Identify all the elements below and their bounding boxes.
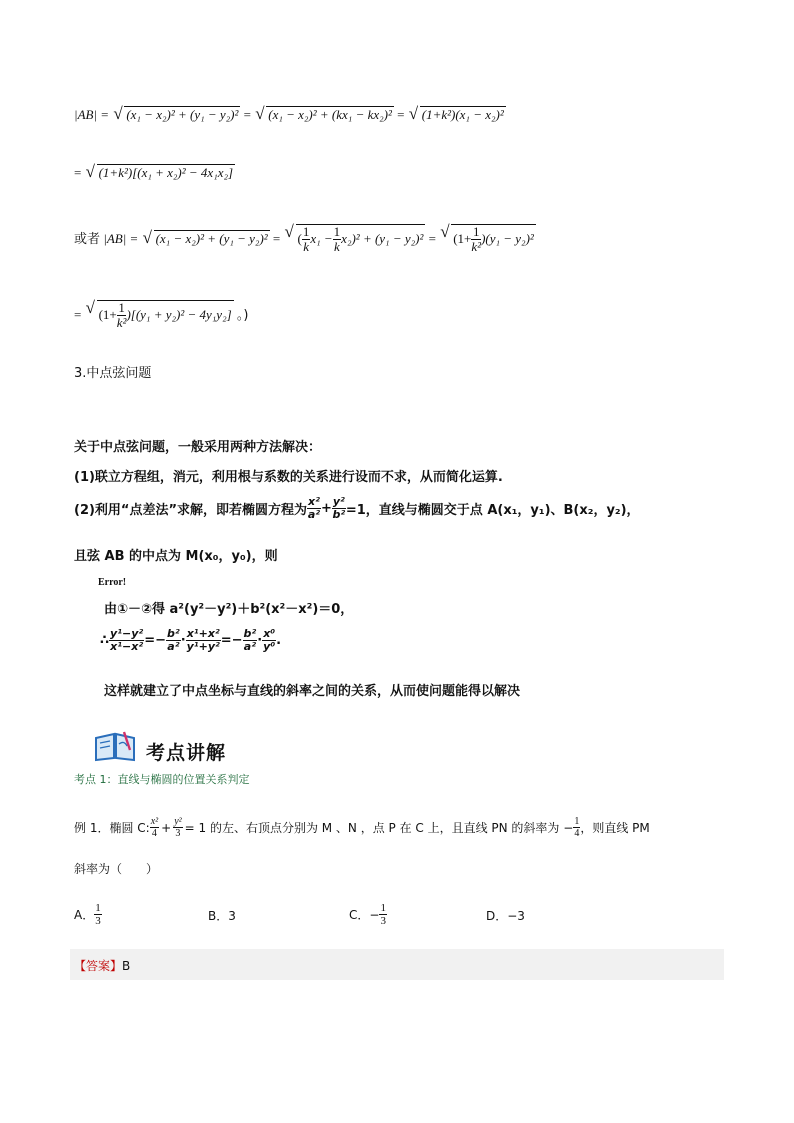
numerator: x² xyxy=(308,495,320,508)
expr: (x₁ − x₂)² + (y₁ − y₂)² xyxy=(126,107,239,122)
expr: x₂)² + (y₁ − y₂)² xyxy=(341,230,424,246)
denominator: 3 xyxy=(380,915,386,928)
example-suffix: ，则直线 PM xyxy=(580,821,650,835)
expr: (x₁ − x₂)² + (kx₁ − kx₂)² xyxy=(268,107,392,122)
option-value: 3 xyxy=(228,909,236,923)
numerator: 1 xyxy=(380,902,386,914)
denominator: k xyxy=(303,239,309,255)
error-text: Error! xyxy=(98,577,127,588)
sqrt-5 xyxy=(154,230,270,247)
answer-bar xyxy=(70,949,724,980)
sqrt-3 xyxy=(420,106,506,123)
denominator: k² xyxy=(116,315,127,331)
numerator: y² xyxy=(332,495,345,508)
sqrt-2 xyxy=(266,106,394,123)
denominator: 4 xyxy=(574,828,580,839)
option-label: D． xyxy=(486,909,508,923)
option-label: B． xyxy=(208,909,229,923)
fraction-x-sum-y-sum xyxy=(186,628,221,653)
denominator: y⁰ xyxy=(263,640,276,654)
equals: = xyxy=(74,306,82,322)
fraction-1-over-k xyxy=(333,225,342,255)
ab-length-formula-1 xyxy=(74,106,506,123)
numerator: b² xyxy=(167,627,180,640)
conclusion: 这样就建立了中点坐标与直线的斜率之间的关系，从而使问题能得以解决 xyxy=(104,684,521,699)
option-fraction xyxy=(94,902,102,927)
plus: + xyxy=(320,501,332,517)
slope-relation xyxy=(100,628,281,653)
numerator: 1 xyxy=(472,224,480,239)
sqrt-8 xyxy=(97,300,234,331)
numerator: 1 xyxy=(95,902,101,914)
fraction-y-diff-x-diff xyxy=(109,628,144,653)
numerator: b² xyxy=(243,627,257,640)
numerator: 1 xyxy=(118,300,125,315)
method-1: (1)联立方程组，消元，利用根与系数的关系进行设而不求，从而简化运算. xyxy=(74,470,503,485)
equals: = xyxy=(272,230,281,246)
denominator: y¹+y² xyxy=(186,640,220,654)
equals-minus: =− xyxy=(220,633,243,649)
dot: · xyxy=(180,633,186,649)
fraction-x2-4 xyxy=(150,816,159,839)
method-2 xyxy=(74,496,640,521)
paren: ( xyxy=(297,230,302,246)
expr: (x₁ − x₂)² + (y₁ − y₂)² xyxy=(155,230,268,246)
answer-line xyxy=(74,957,130,974)
sqrt-7 xyxy=(451,224,536,255)
expr: )[(y₁ + y₂)² − 4y₁y₂] xyxy=(126,306,232,322)
expr: (1+k²)[(x₁ + x₂)² − 4x₁x₂] xyxy=(98,165,234,180)
expr: (1+ xyxy=(98,306,117,322)
equals: = xyxy=(74,165,82,180)
subtract-line: 由①－②得 a²(y²－y²)＋b²(x²－x²)＝0， xyxy=(104,602,354,617)
denominator: a² xyxy=(307,508,321,522)
fraction-b2-a2 xyxy=(166,628,181,653)
numerator: 1 xyxy=(574,816,580,827)
fraction-x2-a2 xyxy=(307,496,321,521)
numerator: 1 xyxy=(333,224,341,239)
expr: (1+ xyxy=(453,230,472,246)
fraction-y2-3 xyxy=(173,816,182,839)
ab-label: |AB| = xyxy=(103,230,142,246)
fraction-b2-a2 xyxy=(243,628,258,653)
numerator: 1 xyxy=(302,224,310,239)
fraction-1-over-k2 xyxy=(117,301,127,331)
numerator: x² xyxy=(150,816,159,827)
denominator: a² xyxy=(167,640,180,654)
option-d[interactable] xyxy=(486,907,525,924)
dot: · xyxy=(257,633,263,649)
fraction-x0-y0 xyxy=(262,628,276,653)
section-3-title: 3.中点弦问题 xyxy=(74,366,152,381)
equals: = xyxy=(243,107,251,122)
denominator: 4 xyxy=(151,828,157,839)
plus: + xyxy=(161,820,172,835)
numerator: x⁰ xyxy=(263,627,276,640)
denominator: 3 xyxy=(95,915,101,928)
therefore-symbol: ∴ xyxy=(100,633,110,649)
topic-1-title: 考点 1：直线与椭圆的位置关系判定 xyxy=(74,773,250,786)
section-header: 考点讲解 xyxy=(146,742,227,764)
denominator: k xyxy=(334,239,340,255)
fraction-1-over-k2 xyxy=(471,225,481,255)
equals-minus: =− xyxy=(144,633,167,649)
denominator: a² xyxy=(243,640,257,654)
midpoint-intro: 关于中点弦问题，一般采用两种方法解决： xyxy=(74,440,322,455)
answer-value: B xyxy=(122,959,131,973)
example-1-line-2: 斜率为（ ） xyxy=(74,862,159,876)
ab-length-formula-4 xyxy=(74,300,248,331)
denominator: k² xyxy=(471,239,482,255)
sqrt-4 xyxy=(97,164,235,181)
ab-label: |AB| = xyxy=(74,107,113,122)
expr: )(y₁ − y₂)² xyxy=(481,230,534,246)
option-c[interactable] xyxy=(349,902,387,927)
denominator: 3 xyxy=(175,828,181,839)
answer-tag: 【答案】 xyxy=(74,959,123,973)
sqrt-6 xyxy=(296,224,426,255)
method-2-prefix: (2)利用“点差法”求解，即若椭圆方程为 xyxy=(74,503,308,519)
period: . xyxy=(276,633,282,649)
sqrt-1 xyxy=(124,106,240,123)
numerator: x¹+x² xyxy=(186,627,220,640)
or-prefix: 或者 xyxy=(74,231,101,247)
denominator: x¹−x² xyxy=(110,640,144,654)
expr: (1+k²)(x₁ − x₂)² xyxy=(421,107,504,122)
example-middle: = 1 的左、右顶点分别为 M 、N ，点 P 在 C 上，且直线 PN 的斜率为 − xyxy=(184,821,574,835)
option-b[interactable] xyxy=(208,907,236,924)
example-1-question xyxy=(74,816,650,839)
example-prefix: 例 1．椭圆 C: xyxy=(74,821,150,835)
option-label: C．− xyxy=(349,908,380,923)
option-value: −3 xyxy=(507,909,525,923)
chord-midpoint-line: 且弦 AB 的中点为 M(x₀，y₀)，则 xyxy=(74,549,278,564)
equals: = xyxy=(428,230,436,246)
numerator: y¹−y² xyxy=(110,627,144,640)
ab-length-formula-3 xyxy=(74,224,536,255)
numerator: y² xyxy=(174,816,182,827)
end-punct: 。) xyxy=(236,307,249,323)
denominator: b² xyxy=(332,508,346,522)
option-a[interactable] xyxy=(74,902,102,927)
fraction-y2-b2 xyxy=(332,496,346,521)
expr: x₁ − xyxy=(310,230,333,246)
method-2-suffix: =1，直线与椭圆交于点 A(x₁，y₁)、B(x₂，y₂)， xyxy=(345,503,640,519)
ab-length-formula-2 xyxy=(74,164,235,181)
option-label: A． xyxy=(74,908,95,923)
option-fraction xyxy=(379,902,387,927)
book-icon xyxy=(94,730,138,762)
equals: = xyxy=(397,107,405,122)
